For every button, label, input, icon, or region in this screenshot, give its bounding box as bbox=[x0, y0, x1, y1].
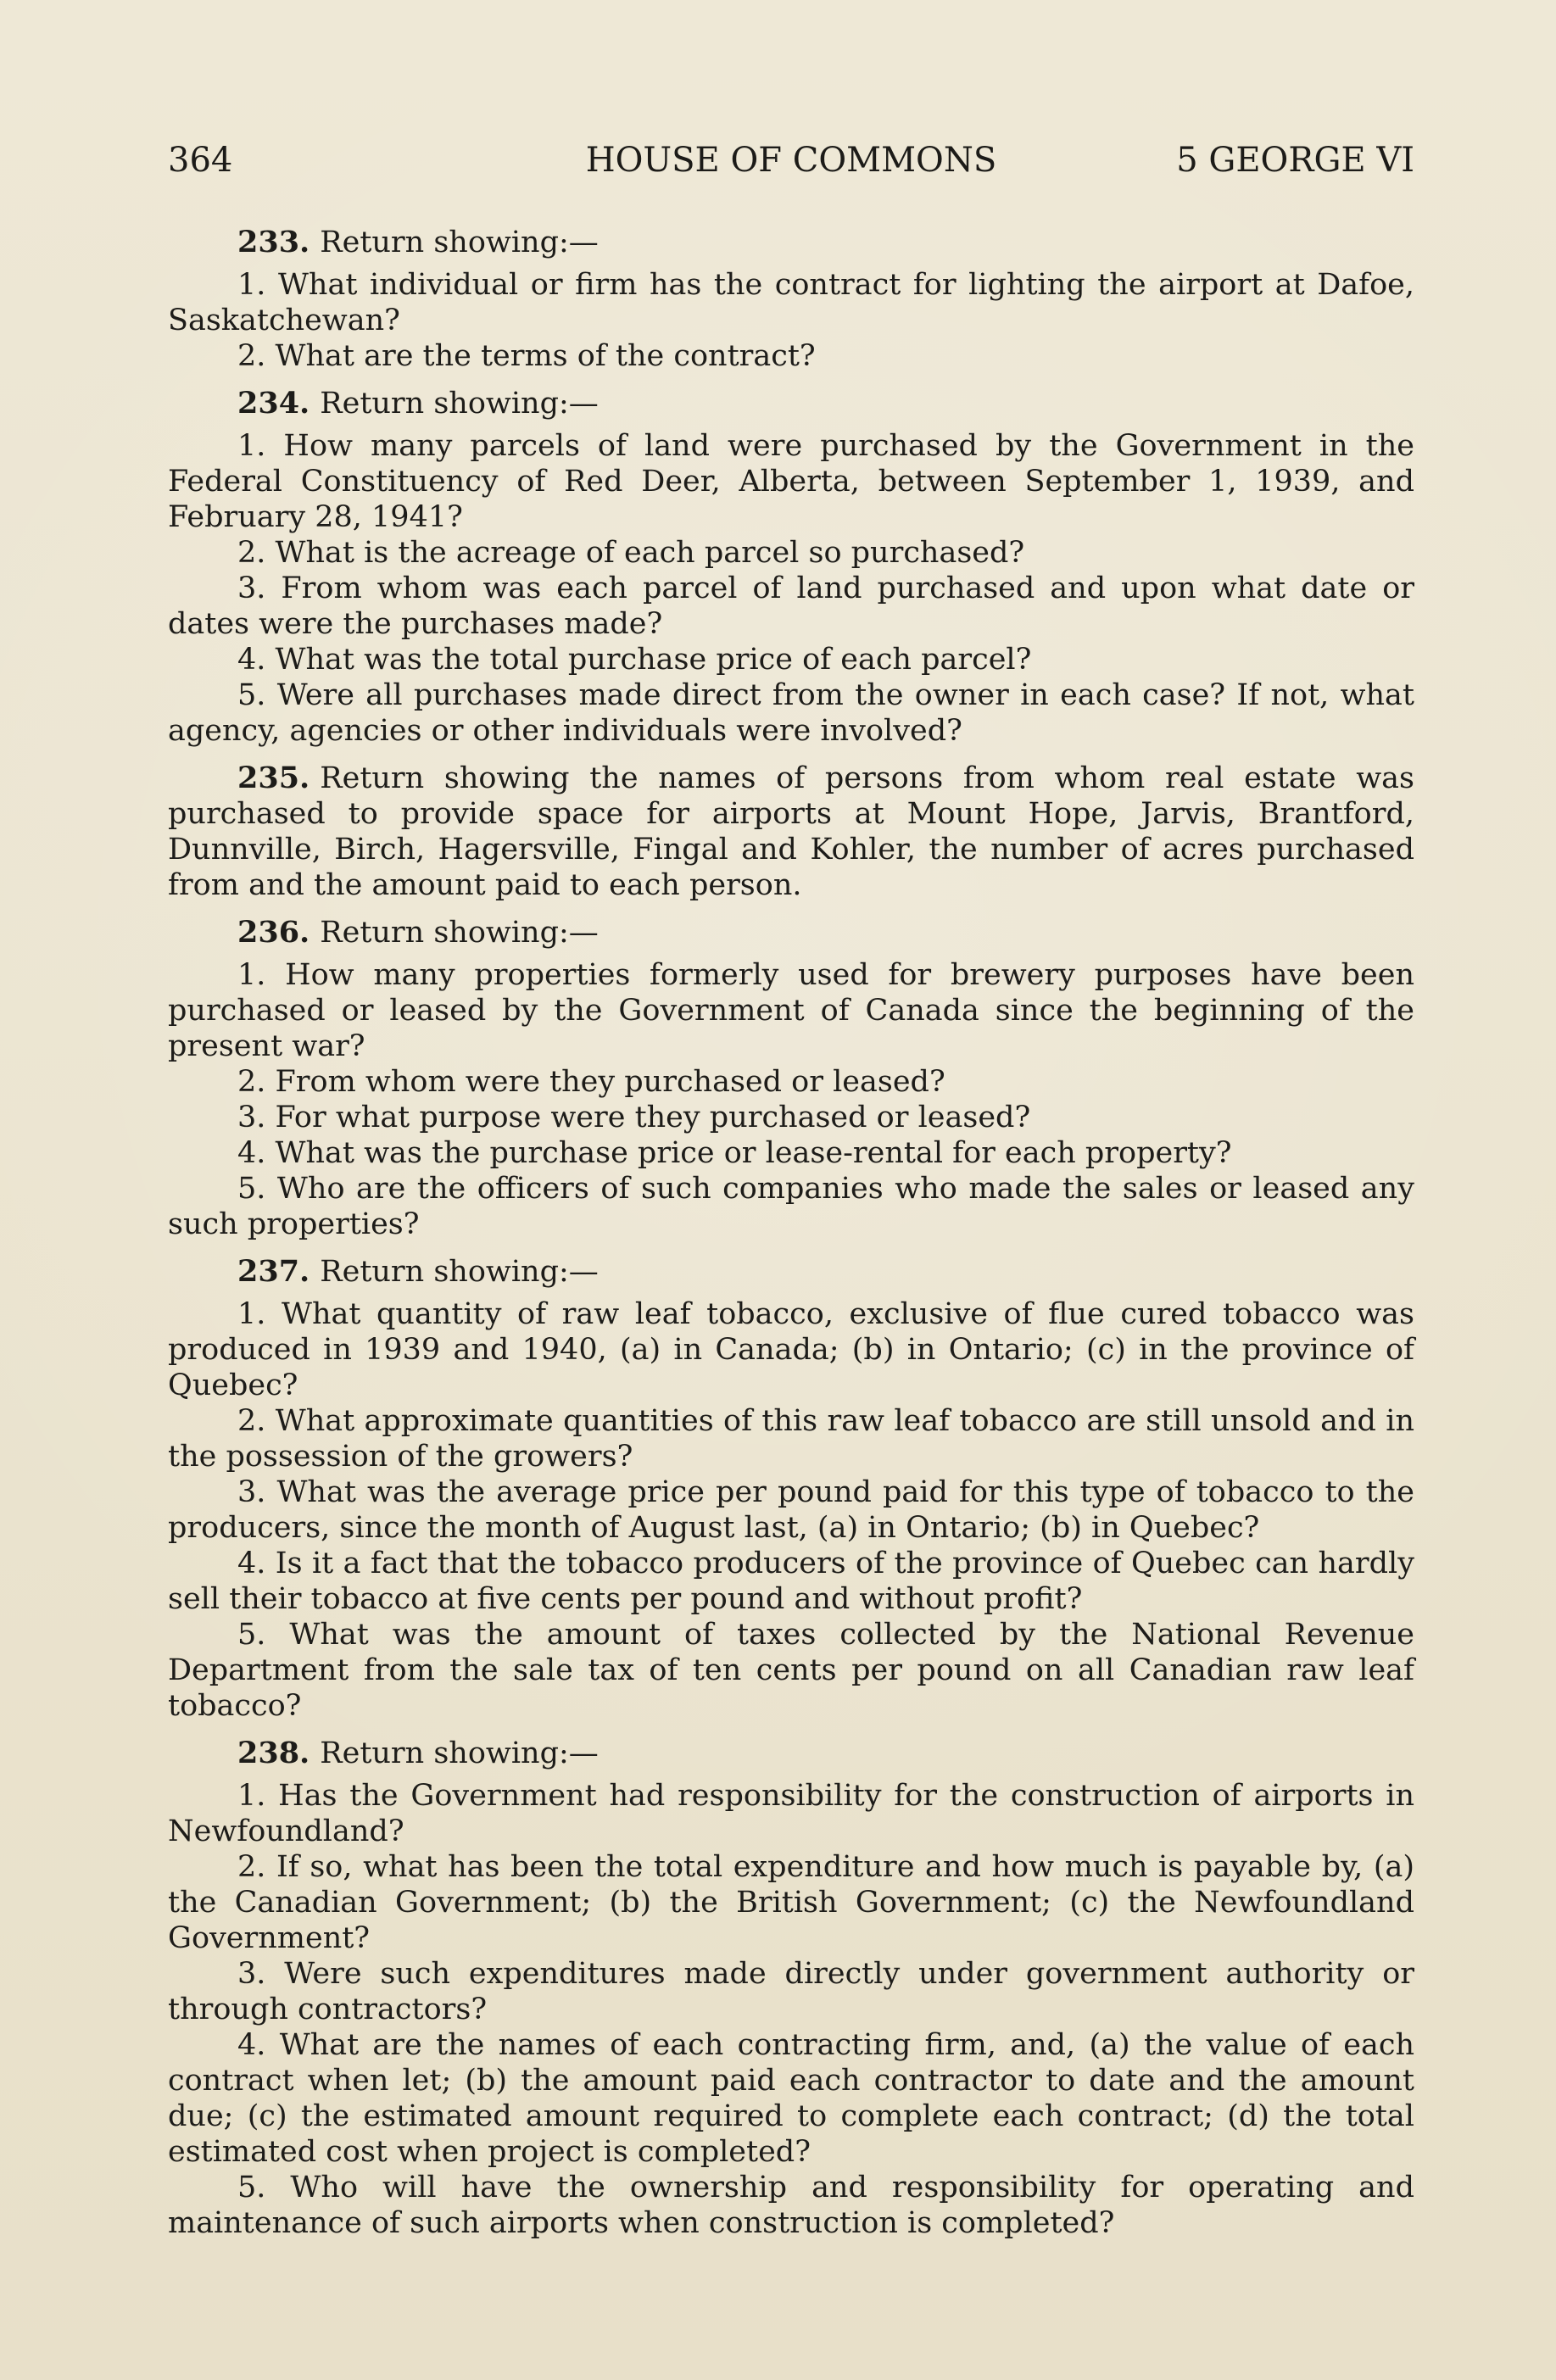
page-title: HOUSE OF COMMONS bbox=[585, 141, 997, 180]
question-236-item-1: 1. How many properties formerly used for brewery purposes have been purchased or leased by the Government of Canada since the beginning of the present war? bbox=[168, 958, 1414, 1063]
question-236-item-4: 4. What was the purchase price or lease-rental for each property? bbox=[237, 1136, 1232, 1170]
question-233-item-2: 2. What are the terms of the contract? bbox=[237, 339, 816, 373]
question-235-lead: Return showing the names of persons from whom real estate was purchased to provide space for airports at Mount Hope, Jarvis, Brantford, Dunnville, Birch, Hagersville, Fingal and Kohler, the number of acres purchased from and the amount paid to each person. bbox=[168, 761, 1414, 902]
question-236-number: 236. bbox=[237, 915, 310, 950]
question-235-number: 235. bbox=[237, 761, 310, 795]
question-235-heading bbox=[168, 761, 1414, 903]
question-236-lead: Return showing:— bbox=[320, 916, 599, 950]
question-237 bbox=[168, 1254, 1414, 1724]
question-237-item-5: 5. What was the amount of taxes collected by the National Revenue Department from the sale tax of ten cents per pound on all Canadian raw leaf tobacco? bbox=[168, 1618, 1414, 1723]
question-238-item-3: 3. Were such expenditures made directly under government authority or through contractors? bbox=[168, 1957, 1414, 2026]
question-236-heading bbox=[168, 915, 1414, 950]
question-237-lead: Return showing:— bbox=[320, 1255, 599, 1289]
question-236-item-3: 3. For what purpose were they purchased or leased? bbox=[237, 1101, 1031, 1134]
question-237-item-4: 4. Is it a fact that the tobacco producers of the province of Quebec can hardly sell their tobacco at five cents per pound and without profit? bbox=[168, 1547, 1414, 1616]
question-238-heading bbox=[168, 1736, 1414, 1771]
question-233-number: 233. bbox=[237, 225, 310, 259]
question-234-item-1: 1. How many parcels of land were purchased by the Government in the Federal Constituency of Red Deer, Alberta, between September 1, 1939, and February 28, 1941? bbox=[168, 429, 1414, 534]
question-234-lead: Return showing:— bbox=[320, 387, 599, 421]
question-236 bbox=[168, 915, 1414, 1242]
question-238-item-4: 4. What are the names of each contracting firm, and, (a) the value of each contract when let; (b) the amount paid each contractor to date and the amount due; (c) the estimated amount required to complete each contract; (d) the total estimated cost when project is completed? bbox=[168, 2028, 1414, 2169]
question-234-number: 234. bbox=[237, 386, 310, 421]
question-234-item-3: 3. From whom was each parcel of land purchased and upon what date or dates were the purchases made? bbox=[168, 571, 1414, 641]
question-237-item-2: 2. What approximate quantities of this raw leaf tobacco are still unsold and in the possession of the growers? bbox=[168, 1404, 1414, 1474]
question-233 bbox=[168, 225, 1414, 374]
question-238-lead: Return showing:— bbox=[320, 1736, 599, 1770]
question-235 bbox=[168, 761, 1414, 903]
question-238-item-5: 5. Who will have the ownership and responsibility for operating and maintenance of such airports when construction is completed? bbox=[168, 2171, 1414, 2240]
question-237-number: 237. bbox=[237, 1254, 310, 1289]
page-number: 364 bbox=[168, 141, 233, 180]
question-237-item-1: 1. What quantity of raw leaf tobacco, exclusive of flue cured tobacco was produced in 1939 and 1940, (a) in Canada; (b) in Ontario; (c) in the province of Quebec? bbox=[168, 1297, 1414, 1402]
question-238-item-2: 2. If so, what has been the total expenditure and how much is payable by, (a) the Canadian Government; (b) the British Government; (c) the Newfoundland Government? bbox=[168, 1850, 1414, 1955]
question-233-item-1: 1. What individual or firm has the contract for lighting the airport at Dafoe, Saskatchewan? bbox=[168, 268, 1414, 337]
question-238 bbox=[168, 1736, 1414, 2241]
question-236-item-5: 5. Who are the officers of such companies who made the sales or leased any such properties? bbox=[168, 1172, 1414, 1241]
question-234-heading bbox=[168, 386, 1414, 421]
question-237-item-3: 3. What was the average price per pound paid for this type of tobacco to the producers, since the month of August last, (a) in Ontario; (b) in Quebec? bbox=[168, 1475, 1414, 1545]
question-234-item-5: 5. Were all purchases made direct from the owner in each case? If not, what agency, agencies or other individuals were involved? bbox=[168, 678, 1414, 748]
question-236-item-2: 2. From whom were they purchased or leased? bbox=[237, 1065, 945, 1099]
question-234-item-2: 2. What is the acreage of each parcel so purchased? bbox=[237, 536, 1025, 570]
question-238-item-1: 1. Has the Government had responsibility for the construction of airports in Newfoundland? bbox=[168, 1779, 1414, 1848]
question-234-item-4: 4. What was the total purchase price of each parcel? bbox=[237, 643, 1032, 677]
question-233-lead: Return showing:— bbox=[320, 226, 599, 259]
question-233-heading bbox=[168, 225, 1414, 260]
question-234 bbox=[168, 386, 1414, 749]
question-238-number: 238. bbox=[237, 1736, 310, 1770]
document-body bbox=[168, 225, 1414, 2253]
session-label: 5 GEORGE VI bbox=[1176, 141, 1414, 180]
question-237-heading bbox=[168, 1254, 1414, 1290]
page-header bbox=[168, 137, 1414, 183]
